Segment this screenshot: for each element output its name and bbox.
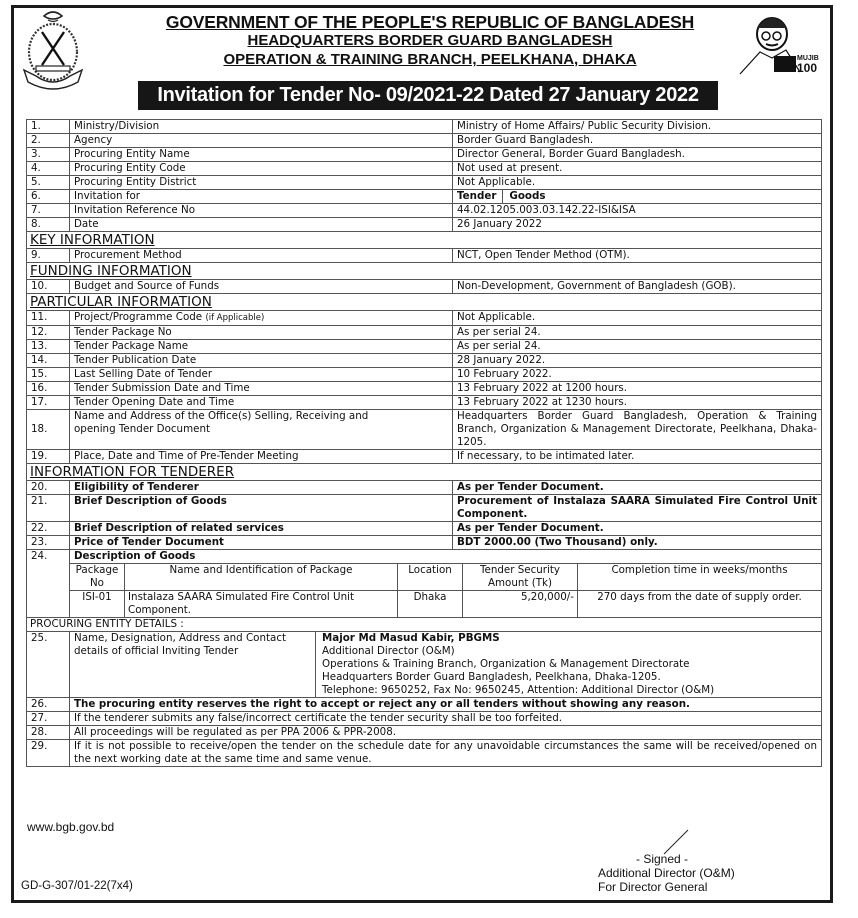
goods-table [70,564,821,617]
document-code: GD-G-307/01-22(7x4) [21,880,133,892]
row-value: As per Tender Document. [453,481,822,495]
row-label: Date [70,218,453,232]
table-row [27,382,822,396]
svg-text:100: 100 [797,61,818,75]
row-value: As per Tender Document. [453,522,822,536]
row-text: If the tenderer submits any false/incorrect certificate the tender security shall be too forfeited. [70,712,822,726]
row-number: 10. [27,280,70,294]
table-row [27,396,822,410]
row-value: If necessary, to be intimated later. [453,450,822,464]
row-number: 24. [27,550,70,564]
row-label: Name, Designation, Address and Contact details of official Inviting Tender [70,632,316,697]
official-address-line1: Operations & Training Branch, Organization & Management Directorate [322,658,690,670]
column-header: Location [398,564,463,591]
row-number: 28. [27,726,70,740]
goods-row [70,591,821,618]
row-label: Invitation Reference No [70,204,453,218]
table-row [27,495,822,522]
row-number: 18. [27,410,70,450]
row-label: Eligibility of Tenderer [70,481,453,495]
row-value: 26 January 2022 [453,218,822,232]
header-branch: OPERATION & TRAINING BRANCH, PEELKHANA, DHAKA [223,51,637,68]
row-value: 28 January 2022. [453,354,822,368]
row-value: As per serial 24. [453,326,822,340]
tender-table [26,119,822,767]
website-link[interactable]: www.bgb.gov.bd [27,820,115,834]
section-heading: PARTICULAR INFORMATION [27,294,822,311]
table-row [27,204,822,218]
row-label: Tender Opening Date and Time [70,396,453,410]
row-value [453,190,822,204]
table-row [27,218,822,232]
svg-text:MUJIB: MUJIB [797,55,819,62]
row-label: Ministry/Division [70,120,453,134]
column-header: Package No [70,564,125,591]
row-label: Tender Package Name [70,340,453,354]
section-heading: FUNDING INFORMATION [27,263,822,280]
table-row [27,522,822,536]
row-value: Border Guard Bangladesh. [453,134,822,148]
package-name: Instalaza SAARA Simulated Fire Control Unit Component. [125,591,398,618]
row-label: Procuring Entity District [70,176,453,190]
row-label: Agency [70,134,453,148]
table-row [27,249,822,263]
row-number: 8. [27,218,70,232]
header-government: GOVERNMENT OF THE PEOPLE'S REPUBLIC OF BANGLADESH [165,12,695,32]
row-label: Description of Goods [70,550,822,564]
invitation-category: Goods [509,190,546,202]
row-value: Not Applicable. [453,311,822,326]
row-text: If it is not possible to receive/open the tender on the schedule date for any unavoidable circumstances the same will be received/opened on the next working date at the same time and same venue. [70,740,822,767]
table-row [27,536,822,550]
row-value: NCT, Open Tender Method (OTM). [453,249,822,263]
official-name: Major Md Masud Kabir, PBGMS [322,632,500,644]
row-value: Procurement of Instalaza SAARA Simulated Fire Control Unit Component. [453,495,822,522]
row-label: Price of Tender Document [70,536,453,550]
row-number: 2. [27,134,70,148]
row-label: Procuring Entity Name [70,148,453,162]
official-designation: Additional Director (O&M) [322,645,455,657]
package-location: Dhaka [398,591,463,618]
row-label: Brief Description of Goods [70,495,453,522]
row-number: 7. [27,204,70,218]
row-value: BDT 2000.00 (Two Thousand) only. [453,536,822,550]
row-number: 11. [27,311,70,326]
row-label: Budget and Source of Funds [70,280,453,294]
row-label: Tender Submission Date and Time [70,382,453,396]
row-value: Headquarters Border Guard Bangladesh, Operation & Training Branch, Organization & Management Directorate, Peelkhana, Dhaka-1205. [453,410,822,450]
row-label: Last Selling Date of Tender [70,368,453,382]
row-number: 29. [27,740,70,767]
row-number: 9. [27,249,70,263]
label-text: Project/Programme Code [74,311,203,323]
signed-text: - Signed - [636,852,689,866]
table-row [27,190,822,204]
table-row [27,368,822,382]
row-value: Not used at present. [453,162,822,176]
row-label: Place, Date and Time of Pre-Tender Meeting [70,450,453,464]
table-row [27,726,822,740]
row-value: Non-Development, Government of Bangladesh (GOB). [453,280,822,294]
row-label: Procurement Method [70,249,453,263]
row-number: 15. [27,368,70,382]
row-label: Name and Address of the Office(s) Selling, Receiving and opening Tender Document [70,410,453,450]
row-label [70,311,453,326]
row-label: Tender Publication Date [70,354,453,368]
signatory-title: Additional Director (O&M) [598,866,735,880]
table-row [27,740,822,767]
row-value: 44.02.1205.003.03.142.22-ISI&ISA [453,204,822,218]
row-label: Invitation for [70,190,453,204]
table-row [27,410,822,450]
row-text: The procuring entity reserves the right to accept or reject any or all tenders without showing any reason. [70,698,822,712]
table-row [27,450,822,464]
table-row [27,162,822,176]
completion-time: 270 days from the date of supply order. [578,591,822,618]
table-row [27,632,822,698]
bgb-emblem-icon [22,10,84,92]
column-header: Completion time in weeks/months [578,564,822,591]
row-number: 25. [27,632,70,698]
row-number: 12. [27,326,70,340]
row-value: 13 February 2022 at 1200 hours. [453,382,822,396]
row-number: 19. [27,450,70,464]
row-number: 27. [27,712,70,726]
row-label: Tender Package No [70,326,453,340]
row-number: 23. [27,536,70,550]
table-row [27,311,822,326]
table-row [27,354,822,368]
official-address-line2: Headquarters Border Guard Bangladesh, Peelkhana, Dhaka-1205. [322,671,661,683]
table-row [27,550,822,564]
section-heading: KEY INFORMATION [27,232,822,249]
row-number: 16. [27,382,70,396]
row-number: 13. [27,340,70,354]
column-header: Tender Security Amount (Tk) [463,564,578,591]
row-value: 10 February 2022. [453,368,822,382]
section-heading: INFORMATION FOR TENDERER [27,464,822,481]
row-value: 13 February 2022 at 1230 hours. [453,396,822,410]
row-label: Procuring Entity Code [70,162,453,176]
signatory-for: For Director General [598,880,708,894]
table-row [27,481,822,495]
table-row [27,148,822,162]
section-heading: PROCURING ENTITY DETAILS : [27,618,822,632]
row-value: Director General, Border Guard Bangladesh. [453,148,822,162]
row-number: 3. [27,148,70,162]
row-label: Brief Description of related services [70,522,453,536]
table-row [27,134,822,148]
table-row [27,280,822,294]
tender-title: Invitation for Tender No- 09/2021-22 Dated 27 January 2022 (NCT) [138,81,718,110]
header-headquarters: HEADQUARTERS BORDER GUARD BANGLADESH [247,32,613,49]
row-number: 5. [27,176,70,190]
table-row [27,698,822,712]
table-row [27,340,822,354]
package-no: ISI-01 [70,591,125,618]
row-number: 1. [27,120,70,134]
row-value: Not Applicable. [453,176,822,190]
table-row [27,120,822,134]
table-row [27,176,822,190]
table-row [27,712,822,726]
mujib-100-logo-icon [730,12,820,78]
row-number: 22. [27,522,70,536]
goods-table-row [27,564,822,618]
row-number: 17. [27,396,70,410]
column-header: Name and Identification of Package [125,564,398,591]
row-value: Ministry of Home Affairs/ Public Security Division. [453,120,822,134]
label-suffix: (if Applicable) [205,313,265,323]
row-number: 26. [27,698,70,712]
tender-security: 5,20,000/- [463,591,578,618]
row-number: 6. [27,190,70,204]
table-row [27,326,822,340]
official-contact: Telephone: 9650252, Fax No: 9650245, Attention: Additional Director (O&M) [322,684,715,696]
invitation-type: Tender [453,190,503,203]
row-number: 14. [27,354,70,368]
row-number: 21. [27,495,70,522]
row-value: As per serial 24. [453,340,822,354]
row-number: 20. [27,481,70,495]
goods-header-row [70,564,821,591]
row-text: All proceedings will be regulated as per PPA 2006 & PPR-2008. [70,726,822,740]
row-number: 4. [27,162,70,176]
